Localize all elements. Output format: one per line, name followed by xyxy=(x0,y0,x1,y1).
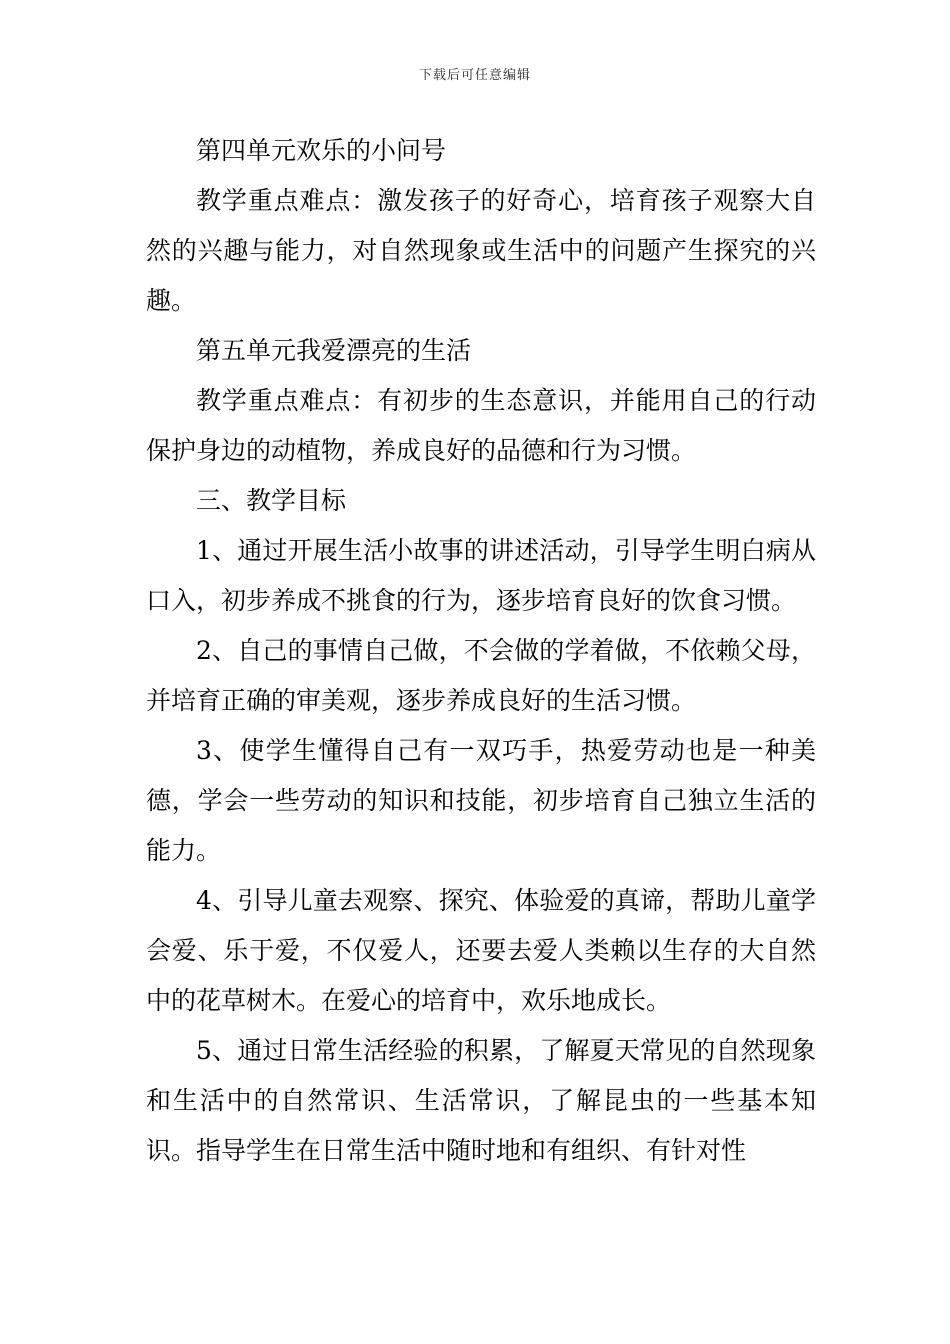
unit-four-key-points: 教学重点难点：激发孩子的好奇心，培育孩子观察大自然的兴趣与能力，对自然现象或生活中的问题产生探究的兴趣。 xyxy=(146,186,816,315)
page-header-note: 下载后可任意编辑 xyxy=(418,68,531,83)
document-body xyxy=(146,126,816,1176)
goal-item-1: 1、通过开展生活小故事的讲述活动，引导学生明白病从口入，初步养成不挑食的行为，逐步培育良好的饮食习惯。 xyxy=(146,536,816,615)
goal-item-3: 3、使学生懂得自己有一双巧手，热爱劳动也是一种美德，学会一些劳动的知识和技能，初步培育自己独立生活的能力。 xyxy=(146,736,816,865)
section-heading-teaching-goals: 三、教学目标 xyxy=(196,486,347,515)
unit-five-key-points: 教学重点难点：有初步的生态意识，并能用自己的行动保护身边的动植物，养成良好的品德和行为习惯。 xyxy=(146,386,816,465)
goal-item-4: 4、引导儿童去观察、探究、体验爱的真谛，帮助儿童学会爱、乐于爱，不仅爱人，还要去爱人类赖以生存的大自然中的花草树木。在爱心的培育中，欢乐地成长。 xyxy=(146,886,816,1015)
unit-five-title: 第五单元我爱漂亮的生活 xyxy=(196,336,472,365)
goal-item-5: 5、通过日常生活经验的积累，了解夏天常见的自然现象和生活中的自然常识、生活常识，了解昆虫的一些基本知识。指导学生在日常生活中随时地和有组织、有针对性 xyxy=(146,1036,816,1165)
goal-item-2: 2、自己的事情自己做，不会做的学着做，不依赖父母，并培育正确的审美观，逐步养成良好的生活习惯。 xyxy=(146,636,816,715)
unit-four-title: 第四单元欢乐的小问号 xyxy=(196,136,447,165)
